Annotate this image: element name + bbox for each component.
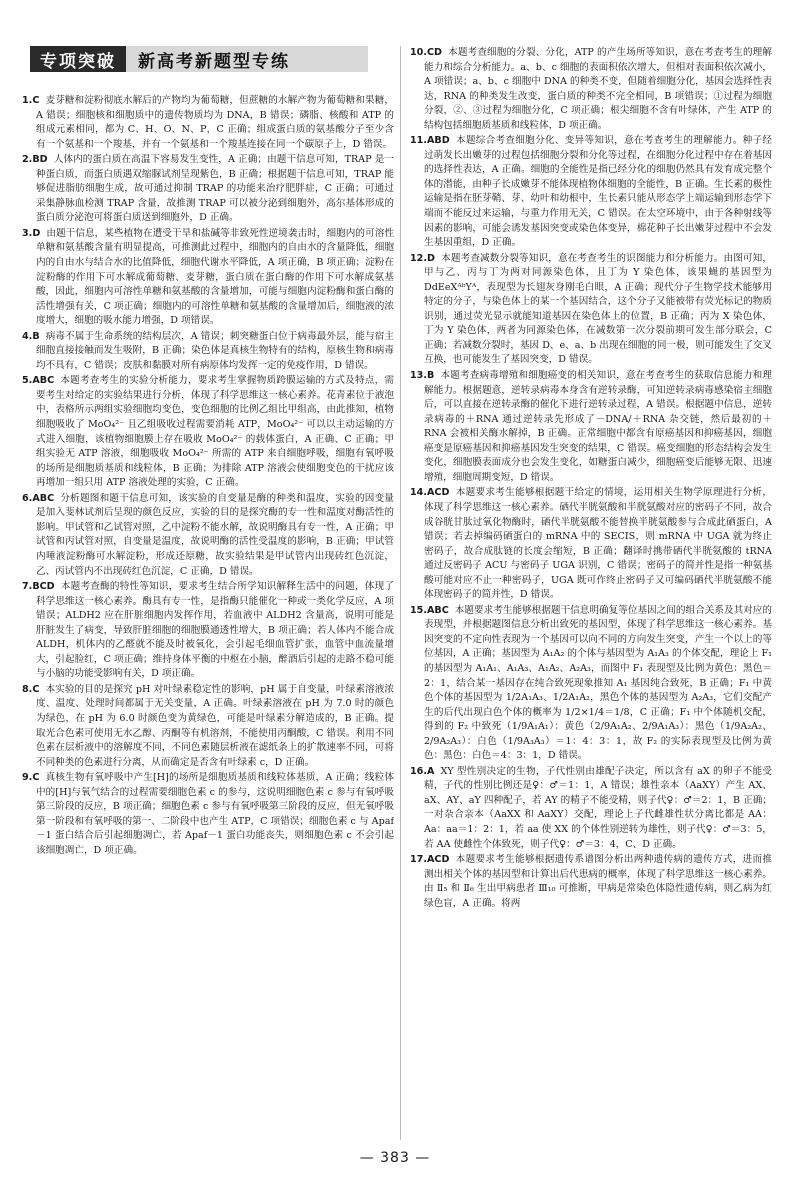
section-title: 新高考新题型专练 [126,46,368,72]
answer-item [22,683,394,770]
question-number: 9. [22,772,33,784]
explanation-text: 本题要求考生能够根据题干给定的情境，运用相关生物学原理进行分析，体现了科学思维这一核心素养。硒代半胱氨酸和半胱氨酸对应的密码子不同，故合成谷胱甘肽过氧化物酶时，硒代半胱氨酸不能替换半胱氨酸参与合成此硒蛋白，A 错误；若去掉编码硒蛋白的 mRNA 中的 SECIS，则 mRNA 中 UGA 就为终止密码子，故合成肽链的长度会缩短，B 正确；翻译时携带硒代半胱氨酸的 tRNA 通过反密码子 ACU 与密码子 UGA 识别，C 错误；密码子的简并性是指一种氨基酸可能对应不止一种密码子，UGA 既可作终止密码子又可编码硒代半胱氨酸不能体现密码子的简并性，D 错误。 [424,487,772,601]
answer-key: BCD [32,581,55,593]
answer-key: C [32,683,40,695]
question-number: 10. [410,47,427,58]
explanation-text: 本题考查酶的特性等知识，要求考生结合所学知识解释生活中的问题，体现了科学思维这一核心素养。酶具有专一性，是指酶只能催化一种或一类化学反应，A 项错误；ALDH2 应在肝脏细胞内发挥作用，若血液中 ALDH2 含量高，说明可能是肝脏发生了病变，导致肝脏细胞的细胞膜通透性增大，B 项正确；若人体内不能合成 ALDH，机体内的乙醛就不能及时被氧化，会引起毛细血管扩张，血管中血流量增大，引起脸红，C 项正确；维持身体平衡的中枢在小脑，醉酒后引起的走路不稳可能与小脑的功能受影响有关，D 项正确。 [36,581,394,680]
answer-key: ABC [32,375,55,387]
explanation-text: 本题考查病毒增殖和细胞癌变的相关知识，意在考查考生的获取信息能力和理解能力。根据题意，逆转录病毒本身含有逆转录酶，可知逆转录病毒感染宿主细胞后，可以直接在逆转录酶的催化下进行逆转录过程，A 错误。根据题中信息，逆转录病毒的＋RNA 通过逆转录先形成了－DNA/＋RNA 杂交链，然后最初的＋RNA 会被相关酶水解掉，B 正确。正常细胞中都含有原癌基因和抑癌基因，细胞癌变是原癌基因和抑癌基因发生突变的结果，C 错误。癌变细胞的形态结构会发生变化，细胞膜表面成分也会发生变化，如糖蛋白减少，细胞癌变后能够无限、迅速增殖，细胞周期变短，D 错误。 [424,370,772,483]
explanation-text: 本题综合考查细胞分化、变异等知识，意在考查考生的理解能力。种子经过萌发长出嫩芽的过程包括细胞分裂和分化等过程，在细胞分化过程中存在着基因的选择性表达，A 正确。细胞的全能性是指已经分化的细胞仍然具有发育成完整个体的潜能，由种子长成嫩芽不能体现植物体细胞的全能性，B 正确。生长素的极性运输是指在胚芽鞘、芽、幼叶和幼根中，生长素只能从形态学上端运输到形态学下端而不能反过来运输，与重力作用无关，C 错误。在太空环境中，由于各种射线等因素的影响，可能会诱发基因突变或染色体变异，棉花种子长出嫩芽过程中不会发生基因重组，D 正确。 [424,135,772,249]
explanation-text: 本题要求考生能够根据题干信息明确复等位基因之间的组合关系及其对应的表现型，并根据题图信息分析出致死的基因型，体现了科学思维这一核心素养。基因突变的不定向性表现为一个基因可以向不同的方向发生突变，产生一个以上的等位基因，A 正确；基因型为 A₁A₂ 的个体与基因型为 A₁A₃ 的个体交配，理论上 F₁ 的基因型为 A₁A₁、A₁A₃、A₁A₂、A₂A₃，而图中 F₁ 表现型及比例为黄色：黑色＝2：1，结合某一基因存在纯合致死现象推知 A₁ 基因纯合致死，B 正确；F₁ 中黄色个体的基因型为 1/2A₁A₃、1/2A₁A₂，黑色个体的基因型为 A₂A₃，它们交配产生的后代出现白色个体的概率为 1/2×1/4＝1/8，C 正确；F₁ 中个体随机交配，得到的 F₂ 中致死（1/9A₁A₁）：黄色（2/9A₁A₂、2/9A₁A₃）：黑色（1/9A₂A₂、2/9A₂A₃）：白色（1/9A₃A₃）＝1：4：3：1，故 F₂ 的实际表现型及比例为黄色：黑色：白色＝4：3：1，D 错误。 [424,604,772,762]
answer-item [22,580,394,682]
answer-key: ABC [427,604,449,616]
answer-item [22,771,394,858]
explanation-text: 麦芽糖和淀粉彻底水解后的产物均为葡萄糖，但蔗糖的水解产物为葡萄糖和果糖，A 错误；细胞核和细胞质中的遗传物质均为 DNA，B 错误；磷脂、核酸和 ATP 的组成元素相同，都为 C、H、O、N、P，C 正确；组成蛋白质的氨基酸分子至少含有一个氨基和一个羧基，并有一个氨基和一个羧基连接在同一个碳原子上，D 错误。 [36,95,394,150]
section-header [30,46,368,72]
question-number: 11. [410,135,427,147]
explanation-text: 真核生物有氧呼吸中产生[H]的场所是细胞质基质和线粒体基质，A 正确；线粒体中的[H]与氧气结合的过程需要细胞色素 c 的参与，这说明细胞色素 c 参与有氧呼吸第三阶段的反应，B 项正确；细胞色素 c 参与有氧呼吸第三阶段的反应，但无氧呼吸第一阶段和有氧呼吸的第一、二阶段中也产生 ATP，C 项错误；细胞色素 c 与 Apaf－1 蛋白结合后引起细胞凋亡，若 Apaf－1 蛋白功能丧失，则细胞色素 c 不会引起该细胞凋亡，D 项正确。 [36,772,394,856]
explanation-text: 本题考查考生的实验分析能力，要求考生掌握物质跨膜运输的方式及特点，需要考生对给定的实验结果进行分析，体现了科学思维这一核心素养。花青素位于液泡中，表格所示两组实验细胞均变色，变色细胞的比例乙组比甲组高，由此推知，植物细胞吸收了 MoO₄²⁻ 且乙组吸收过程需要消耗 ATP，MoO₄²⁻ 可以以主动运输的方式进入细胞，该植物细胞膜上存在吸收 MoO₄²⁻ 的载体蛋白，A 正确、C 正确；甲组实验无 ATP 溶液，细胞吸收 MoO₄²⁻ 所需的 ATP 来自细胞呼吸，细胞有氧呼吸的场所是细胞质基质和线粒体，B 正确；为排除 ATP 溶液会使细胞变色的干扰应该再增加一组只用 ATP 溶液处理的实验，C 正确。 [36,375,394,489]
question-number: 13. [410,370,427,382]
answer-key: BD [32,154,48,166]
answer-key: C [32,95,40,106]
explanation-text: 由题干信息，某些植物在遭受干旱和盐碱等非致死性逆境袭击时，细胞内的可溶性单糖和氨基酸含量有明显提高，可推测此过程中，细胞内的自由水的含量降低，细胞内的自由水与结合水的比值降低，细胞代谢水平降低，A 项正确，B 项正确；淀粉在淀粉酶的作用下可水解成葡萄糖、麦芽糖，蛋白质在蛋白酶的作用下可水解成氨基酸，因此，细胞内可溶性单糖和氨基酸的含量增加，可能与细胞内淀粉酶和蛋白酶的活性增强有关，C 项正确；细胞内的可溶性单糖和氨基酸的含量增加后，细胞液的浓度增大，细胞的吸水能力增强，D 项错误。 [36,227,394,327]
answer-item [410,486,772,602]
answer-key: ABD [427,135,450,147]
answer-key: C [32,772,40,784]
answer-item [22,492,394,579]
left-column [22,94,394,1144]
answer-key: B [32,330,40,342]
answer-item [410,853,772,911]
answer-key: D [32,227,41,239]
question-number: 1. [22,95,33,106]
question-number: 8. [22,683,33,695]
answer-key: ACD [427,854,450,866]
answer-key: A [427,765,435,777]
answer-item [22,227,394,329]
explanation-text: 本题要求考生能够根据遗传系谱图分析出两种遗传病的遗传方式，进而推测出相关个体的基因型和计算出后代患病的概率，体现了科学思维这一核心素养。由 Ⅱ₅ 和 Ⅱ₆ 生出甲病患者 Ⅲ₁₀ 可推断，甲病是常染色体隐性遗传病，则乙病为红绿色盲，A 正确。将两 [424,854,772,909]
answer-item [22,330,394,374]
explanation-text: 本题考查减数分裂等知识，意在考查考生的识图能力和分析能力。由图可知，甲与乙、丙与丁为两对同源染色体，且丁为 Y 染色体，该果蝇的基因型为 DdEeXᴬᵇYᴬ，表现型为长翅灰身刚毛白眼，A 正确；现代分子生物学技术能够用特定的分子，与染色体上的某一个基因结合，这个分子又能被带有荧光标记的物质识别，通过荧光显示就能知道基因在染色体上的位置，B 正确；丙为 X 染色体，丁为 Y 染色体，两者为同源染色体，在减数第一次分裂前期可发生部分联会，C 正确；若减数分裂时，基因 D、e、a、b 出现在细胞的同一极，则可能发生了交叉互换，也可能发生了基因突变，D 错误。 [424,252,772,366]
answer-item [410,765,772,852]
answer-key: ABC [32,492,55,504]
right-column [410,46,772,1144]
page-number: — 383 — [359,1150,431,1166]
column-divider [400,46,401,1140]
answer-key: B [427,370,435,382]
question-number: 7. [22,581,33,593]
question-number: 17. [410,854,427,866]
question-number: 12. [410,252,427,264]
answer-key: D [427,252,435,264]
answer-item [410,134,772,250]
answer-key: CD [427,47,443,58]
question-number: 5. [22,375,33,387]
explanation-text: 人体内的蛋白质在高温下容易发生变性，A 正确；由题干信息可知，TRAP 是一种蛋白质，而蛋白质遇双缩脲试剂呈现紫色，B 正确；根据题干信息可知，TRAP 能够促进脂肪细胞生成，故可通过抑制 TRAP 的功能来治疗肥胖症，C 正确；可通过采集静脉血检测 TRAP 含量，故推测 TRAP 可以被分泌到细胞外，高尔基体形成的蛋白质分泌泡可将蛋白质送到细胞外，D 正确。 [36,154,394,224]
question-number: 15. [410,604,427,616]
answer-item [22,153,394,226]
explanation-text: 本题考查细胞的分裂、分化，ATP 的产生场所等知识，意在考查考生的理解能力和综合分析能力。a、b、c 细胞的表面积依次增大，但相对表面积依次减小，A 项错误；a、b、c 细胞中 DNA 的种类不变，但随着细胞分化，基因会选择性表达，RNA 的种类发生改变，蛋白质的种类不完全相同，B 项错误；①过程为细胞分裂，②、③过程为细胞分化，C 项正确；根尖细胞不含有叶绿体，产生 ATP 的结构包括细胞质基质和线粒体，D 项正确。 [424,47,772,131]
question-number: 3. [22,227,33,239]
question-number: 14. [410,487,427,499]
answer-item [410,604,772,764]
answer-key: ACD [427,487,450,499]
question-number: 6. [22,492,33,504]
answer-item [22,374,394,490]
explanation-text: 本实验的目的是探究 pH 对叶绿素稳定性的影响，pH 属于自变量，叶绿素溶液浓度、温度、处理时间都属于无关变量，A 正确。叶绿素溶液在 pH 为 7.0 时的颜色为绿色，在 pH 为 6.0 时颜色变为黄绿色，可能是叶绿素分解造成的，B 正确。提取光合色素可使用无水乙醇、丙酮等有机溶剂，不能使用丙酮酸，C 错误。利用不同色素在层析液中的溶解度不同，不同色素随层析液在滤纸条上的扩散速率不同，可将不同种类的色素进行分离，从而确定是否含有叶绿素 c，D 正确。 [36,683,394,768]
answer-item [410,252,772,368]
answer-item [22,94,394,152]
question-number: 2. [22,154,33,166]
question-number: 4. [22,330,33,342]
explanation-text: XY 型性别决定的生物，子代性别由雄配子决定，所以含有 aX 的卵子不能受精，子代的性别比例还是♀：♂＝1：1，A 错误；雄性亲本（AaXY）产生 AX、aX、AY、aY 四种配子，若 AY 的精子不能受精，则子代♀：♂＝2：1，B 正确；一对杂合亲本（AaXX 和 AaXY）交配，理论上子代雌雄性状分离比都是 AA：Aa：aa＝1：2：1，若 aa 使 XX 的个体性别逆转为雄性，则子代♀：♂＝3：5，若 AA 使雌性个体致死，则子代♀：♂＝3：4，C、D 正确。 [424,765,772,850]
answer-item [410,369,772,485]
question-number: 16. [410,765,427,777]
answer-item [410,46,772,133]
explanation-text: 分析题图和题干信息可知，该实验的自变量是酶的种类和温度，实验的因变量是加入斐林试剂后呈现的颜色反应，实验的目的是探究酶的专一性和温度对酶活性的影响。甲试管和乙试管对照，乙中淀粉不能水解，故说明酶具有专一性，A 正确；甲试管和丙试管对照，自变量是温度，故说明酶的活性受温度的影响，B 正确；甲试管内唾液淀粉酶可水解淀粉，形成还原糖，故实验结果是甲试管内出现砖红色沉淀，乙、丙试管内不出现砖红色沉淀，C 正确，D 错误。 [36,492,394,577]
section-tag: 专项突破 [30,46,126,72]
explanation-text: 病毒不属于生命系统的结构层次，A 错误；刺突糖蛋白位于病毒最外层，能与宿主细胞直接接触而发生吸附，B 正确；染色体是真核生物特有的结构，原核生物和病毒均不具有，C 错误；皮肤和黏膜对所有病原体均发挥一定的免疫作用，D 错误。 [36,330,394,371]
